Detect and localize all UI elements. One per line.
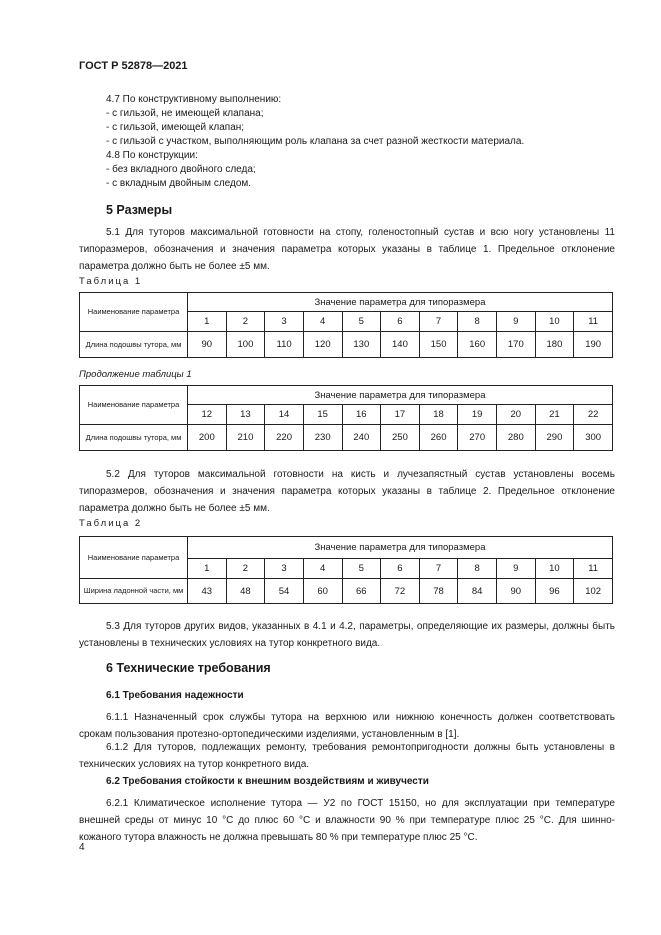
- table-2-size: 8: [458, 559, 497, 579]
- table-1-value: 150: [419, 332, 458, 358]
- table-2-value: 78: [419, 579, 458, 604]
- paragraph-6-2-1: 6.2.1 Климатическое исполнение тутора — У2 по ГОСТ 15150, но для эксплуатации при температуре внешней среды от минус 10 °С до плюс 60 °С и влажности 90 % при температуре плюс 25 °С. Для шинно-кожаного тутора влажность не должна превышать 80 % при температуре плюс 25 °С.: [79, 798, 615, 843]
- table-2-value: 54: [265, 579, 304, 604]
- table-1-value: 170: [497, 332, 536, 358]
- paragraph-5-3: 5.3 Для туторов других видов, указанных в 4.1 и 4.2, параметры, определяющие их размеры, должны быть установлены в технических условиях на тутор конкретного вида.: [79, 621, 615, 649]
- section-6-title: 6 Технические требования: [106, 661, 271, 675]
- list-item: 4.7 По конструктивному выполнению:: [106, 94, 282, 105]
- table-1c-value: 270: [458, 425, 497, 451]
- section-5-title: 5 Размеры: [106, 203, 173, 217]
- list-item: - с вкладным двойным следом.: [106, 178, 252, 189]
- table-1-value: 130: [342, 332, 381, 358]
- table-2-value: 90: [497, 579, 536, 604]
- table-1c-size: 14: [265, 405, 304, 425]
- paragraph-6-1-2: 6.1.2 Для туторов, подлежащих ремонту, требования ремонтопригодности должны быть установлены в технических условиях на тутор конкретного вида.: [79, 742, 615, 770]
- table-1c-size: 13: [226, 405, 265, 425]
- table-2-size: 7: [419, 559, 458, 579]
- table-1-value: 120: [303, 332, 342, 358]
- table-2: [79, 536, 613, 604]
- table-2-value: 96: [535, 579, 574, 604]
- table-1c-value: 210: [226, 425, 265, 451]
- table-2-size: 4: [303, 559, 342, 579]
- table-2-size: 10: [535, 559, 574, 579]
- table-1-caption: Таблица 1: [79, 276, 143, 287]
- table-2-value: 84: [458, 579, 497, 604]
- table-1c-size: 20: [497, 405, 536, 425]
- table-1c-name-header: Наименование параметра: [80, 386, 188, 425]
- table-1c-size: 18: [419, 405, 458, 425]
- table-1-value: 190: [574, 332, 613, 358]
- table-2-size: 3: [265, 559, 304, 579]
- table-1-value-header: Значение параметра для типоразмера: [188, 293, 613, 312]
- list-item: - с гильзой, имеющей клапан;: [106, 122, 245, 133]
- table-2-value: 66: [342, 579, 381, 604]
- table-2-value: 60: [303, 579, 342, 604]
- table-1c-value: 290: [535, 425, 574, 451]
- table-1-value: 110: [265, 332, 304, 358]
- document-header: ГОСТ Р 52878—2021: [79, 60, 188, 72]
- list-item: - без вкладного двойного следа;: [106, 164, 256, 175]
- table-2-size: 1: [188, 559, 227, 579]
- table-1c-size: 12: [188, 405, 227, 425]
- paragraph-5-2: 5.2 Для туторов максимальной готовности на кисть и лучезапястный сустав установлены восемь типоразмеров, обозначения и значения параметра которых указаны в таблице 2. Предельное отклонение параметра должно быть не более ±5 мм.: [79, 469, 615, 514]
- table-2-value: 72: [381, 579, 420, 604]
- table-1-size: 4: [303, 312, 342, 332]
- table-1-name-header: Наименование параметра: [80, 293, 188, 332]
- table-2-size: 6: [381, 559, 420, 579]
- table-2-size: 5: [342, 559, 381, 579]
- table-2-size: 2: [226, 559, 265, 579]
- table-1-value: 180: [535, 332, 574, 358]
- table-1-size: 6: [381, 312, 420, 332]
- table-1-value: 100: [226, 332, 265, 358]
- table-1c-value-header: Значение параметра для типоразмера: [188, 386, 613, 405]
- table-1c-value: 230: [303, 425, 342, 451]
- subsection-6-2-title: 6.2 Требования стойкости к внешним воздействиям и живучести: [106, 776, 429, 787]
- table-1-size: 7: [419, 312, 458, 332]
- page-number: 4: [79, 842, 85, 853]
- table-1-size: 3: [265, 312, 304, 332]
- table-1c-value: 220: [265, 425, 304, 451]
- table-2-row-label: Ширина ладонной части, мм: [80, 579, 188, 604]
- table-1c-size: 17: [381, 405, 420, 425]
- table-1-row-label: Длина подошвы тутора, мм: [80, 332, 188, 358]
- list-item: - с гильзой с участком, выполняющим роль клапана за счет разной жесткости материала.: [106, 136, 525, 147]
- table-1-value: 140: [381, 332, 420, 358]
- table-2-value: 48: [226, 579, 265, 604]
- table-2-value-header: Значение параметра для типоразмера: [188, 537, 613, 559]
- paragraph-5-1: 5.1 Для туторов максимальной готовности на стопу, голеностопный сустав и всю ногу установлены 11 типоразмеров, обозначения и значения параметра которых указаны в таблице 1. Предельное отклонение параметра должно быть не более ±5 мм.: [79, 227, 615, 272]
- table-2-size: 11: [574, 559, 613, 579]
- paragraph-6-1-1: 6.1.1 Назначенный срок службы тутора на верхнюю или нижнюю конечность должен соответствовать срокам пользования протезно-ортопедическими изделиями, установленным в [1].: [79, 712, 615, 740]
- table-1c-value: 250: [381, 425, 420, 451]
- table-2-value: 102: [574, 579, 613, 604]
- table-1-size: 8: [458, 312, 497, 332]
- table-1-size: 1: [188, 312, 227, 332]
- table-2-name-header: Наименование параметра: [80, 537, 188, 579]
- table-1-value: 160: [458, 332, 497, 358]
- table-1c-size: 16: [342, 405, 381, 425]
- table-1c-size: 22: [574, 405, 613, 425]
- table-1-continuation: [79, 385, 613, 451]
- table-1c-size: 21: [535, 405, 574, 425]
- table-1-size: 10: [535, 312, 574, 332]
- table-2-value: 43: [188, 579, 227, 604]
- table-1-continuation-caption: Продолжение таблицы 1: [79, 369, 192, 380]
- list-item: - с гильзой, не имеющей клапана;: [106, 108, 264, 119]
- table-1-size: 5: [342, 312, 381, 332]
- table-1c-value: 200: [188, 425, 227, 451]
- table-1-size: 9: [497, 312, 536, 332]
- table-1c-value: 240: [342, 425, 381, 451]
- table-1c-value: 280: [497, 425, 536, 451]
- table-1c-value: 260: [419, 425, 458, 451]
- table-2-caption: Таблица 2: [79, 518, 143, 529]
- table-1-size: 2: [226, 312, 265, 332]
- table-1c-size: 19: [458, 405, 497, 425]
- table-2-size: 9: [497, 559, 536, 579]
- table-1-size: 11: [574, 312, 613, 332]
- table-1c-value: 300: [574, 425, 613, 451]
- table-1: [79, 292, 613, 358]
- table-1c-row-label: Длина подошвы тутора, мм: [80, 425, 188, 451]
- table-1c-size: 15: [303, 405, 342, 425]
- subsection-6-1-title: 6.1 Требования надежности: [106, 690, 244, 701]
- table-1-value: 90: [188, 332, 227, 358]
- list-item: 4.8 По конструкции:: [106, 150, 198, 161]
